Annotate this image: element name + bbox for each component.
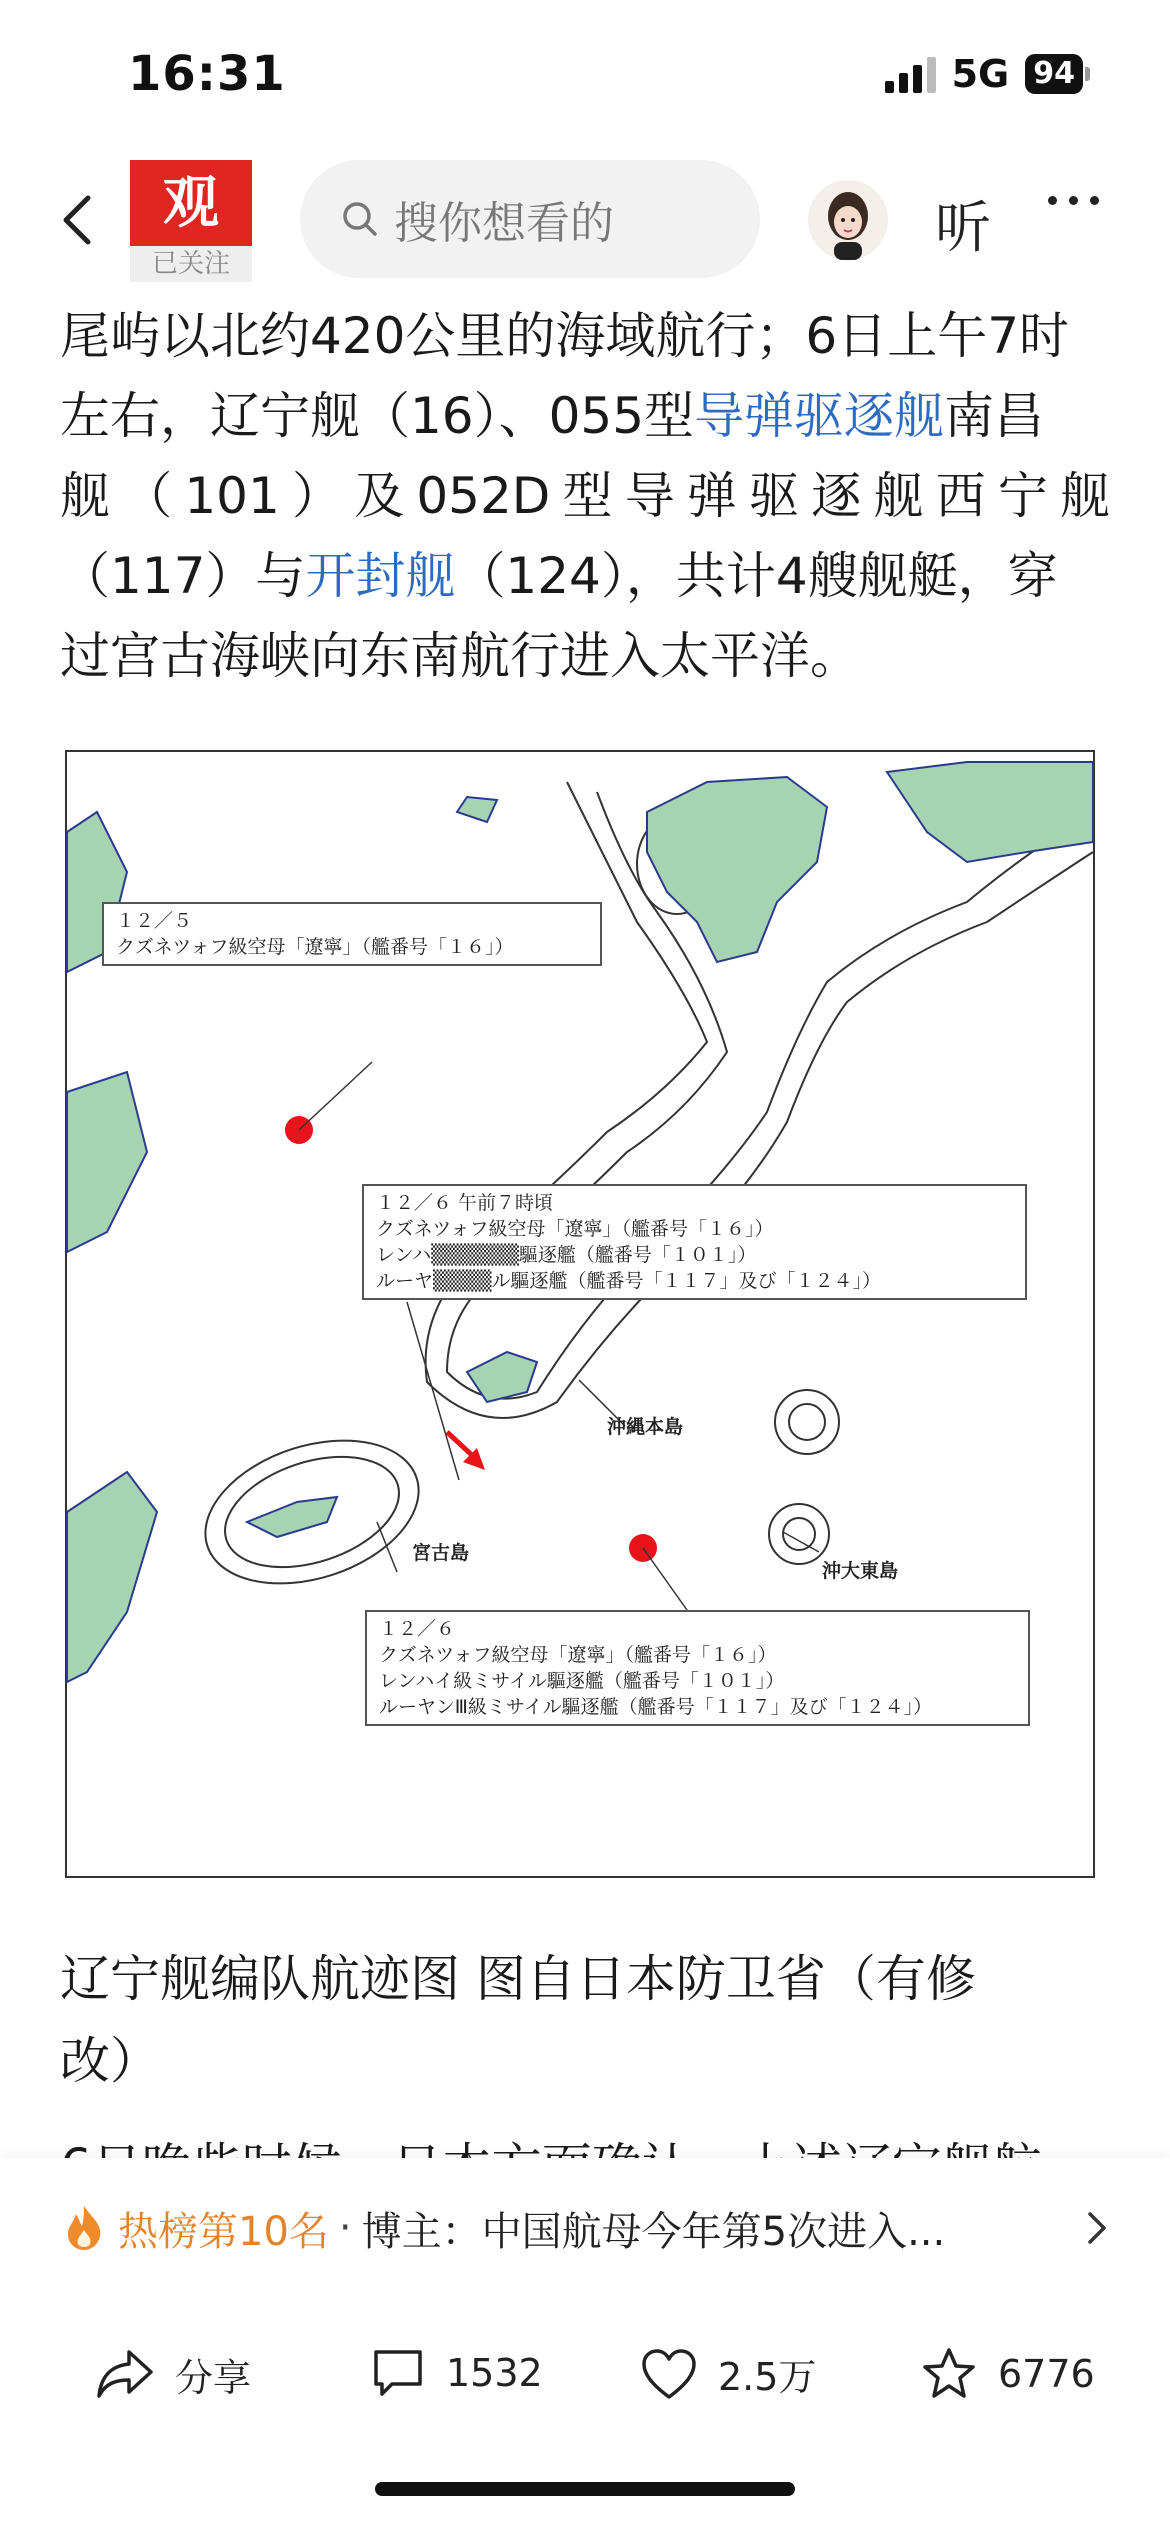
star-icon [920,2346,978,2402]
keyword-link[interactable]: 导弹驱逐舰 [694,387,945,445]
article-continuation [60,2130,1110,2160]
image-caption: 辽宁舰编队航迹图 图自日本防卫省（有修 改） [60,1950,976,2090]
user-avatar-icon[interactable] [808,180,888,260]
follow-status[interactable]: 已关注 [130,246,252,282]
battery-icon [1025,54,1090,94]
status-time: 16:31 [128,46,286,102]
more-options-icon[interactable] [1048,196,1099,205]
hot-ranking-bar[interactable]: 热榜第10名 · 博主：中国航母今年第5次进入... [62,2198,1112,2258]
map-note-12-5: １２／５ クズネツォフ級空母「遼寧」（艦番号「１６」） [102,902,602,966]
article-body [60,296,1110,696]
article-line: 左右，辽宁舰（16）、055型导弹驱逐舰南昌 [60,387,1045,445]
article-line: 尾屿以北约420公里的海域航行；6日上午7时 [60,307,1070,365]
status-icons [885,52,1090,96]
hot-rank: 热榜第10名 [118,2208,329,2255]
fire-icon [62,2204,106,2252]
article-line: （117）与开封舰（124），共计4艘舰艇，穿 [60,547,1058,605]
network-type: 5G [951,52,1010,96]
keyword-link[interactable]: 开封舰 [305,547,456,605]
back-icon[interactable] [50,190,110,250]
map-note-12-6: １２／６ クズネツォフ級空母「遼寧」（艦番号「１６」） レンハイ級ミサイル驅逐艦（艦番号「１０１」） ルーヤンⅢ級ミサイル驅逐艦（艦番号「１１７」及び「１２４」） [365,1610,1030,1726]
route-map-image[interactable] [65,750,1095,1878]
signal-icon [885,55,936,93]
svg-text:观: 观 [163,171,219,236]
like-button[interactable]: 2.5万 [640,2346,816,2401]
favorite-button[interactable]: 6776 [920,2346,1095,2402]
status-bar [0,0,1170,150]
search-icon [340,199,380,239]
comment-button[interactable]: 1532 [370,2346,543,2400]
hot-topic-text: 博主：中国航母今年第5次进入... [361,2208,946,2255]
map-note-12-6-morning: １２／６ 午前７時頃 クズネツォフ級空母「遼寧」（艦番号「１６」） レンハ▒▒▒▒▒▒驅逐艦（艦番号「１０１」） ルーヤ▒▒▒▒ル驅逐艦（艦番号「１１７」及び「１２４」） [362,1184,1027,1300]
search-placeholder: 搜你想看的 [394,198,614,249]
article-line: 过宫古海峡向东南航行进入太平洋。 [60,627,860,685]
action-bar [0,2328,1170,2428]
nav-bar [0,150,1170,290]
home-indicator[interactable] [375,2482,795,2496]
heart-icon [640,2347,698,2401]
bottom-panel [0,2158,1170,2532]
search-bar[interactable] [300,160,760,278]
article-line-justified: 舰 （ 101 ） 及 052D 型 导 弹 驱 逐 舰 西 宁 舰 [60,467,1110,525]
author-avatar[interactable] [130,160,252,282]
share-icon [95,2346,155,2402]
battery-level: 94 [1025,54,1083,94]
comment-icon [370,2346,426,2400]
label-okinawa: 沖縄本島 [607,1416,684,1438]
brand-logo-icon [130,160,252,246]
listen-button[interactable]: 听 [935,196,991,261]
share-button[interactable]: 分享 [95,2346,251,2402]
label-okidaito: 沖大東島 [822,1560,899,1582]
label-miyako: 宮古島 [412,1542,470,1564]
chevron-right-icon [1082,2210,1112,2246]
